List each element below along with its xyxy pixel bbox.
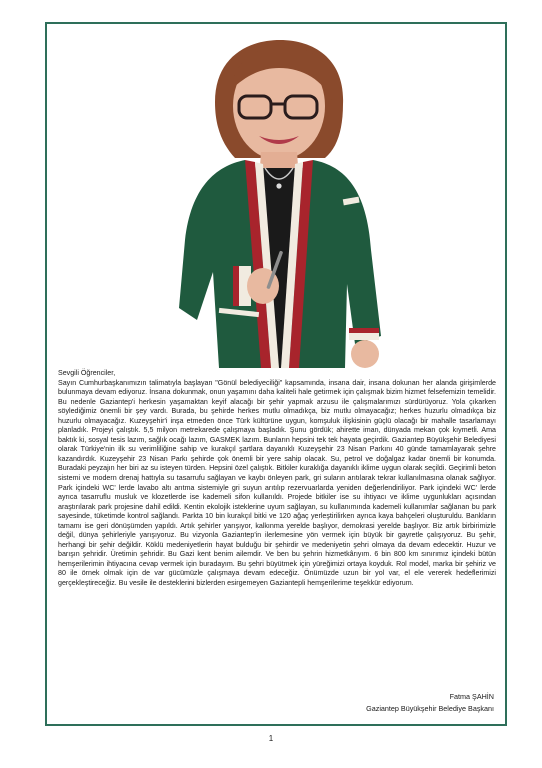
signature-title: Gaziantep Büyükşehir Belediye Başkanı: [366, 704, 494, 713]
portrait-photo: [175, 40, 385, 368]
signature-name: Fatma ŞAHİN: [449, 692, 494, 701]
letter-text: [58, 369, 496, 589]
letter-body: Sayın Cumhurbaşkanımızın talimatıyla başlayan "Gönül belediyeciliği" kapsamında, insana dair, insana dokunan her alanda girişimlerde bulunmaya devam ediyoruz. İnsana dokunmak, onun yaşamını daha kaliteli hale getirmek için çalışmak bizim hizmet felsefemizin temelidir. Bu nedenle Gaziantep'i herkesin yaşamaktan keyif alacağı bir şehir yapmak arzusu ile çalışmalarımızı sürdürüyoruz. Yola çıkarken söylediğimiz önemli bir şey vardı. Burada, bu şehirde herkes mutlu olmadıkça, biz mutlu olmayacağız; herkes huzurlu olmadıkça biz huzurlu olmayacağız. Kuzeyşehir'i inşa etmeden önce Türk kültürüne uygun, komşuluk ilişkisinin güçlü olacağı bir mahalle tasarlamayı planladık. Projeyi çalıştık. 5,5 milyon metrekarede çalışmaya başladık. Şunu gördük; ahirette iman, dünyada mekan çok kıymetli. Ama baktık ki, sosyal tesis lazım, sağlık ocağı lazım, GASMEK lazım. Bunların hepsini tek tek hayata geçirdik. Gaziantep Büyükşehir Belediyesi olarak Türkiye'nin ilk su verimliliğine sahip ve kurakçıl şartlara dayanıklı Kuzeyşehir 23 Nisan Parkını 40 günde tamamlayarak şehre kazandırdık. Kuzeyşehir 23 Nisan Parkı şehirde çok önemli bir yere sahip olacak. Su, petrol ve doğalgaz kadar önemli bir konumda. Buradaki peyzajın her biri az su isteyen türden. Hepsini özel çalıştık. Bitkiler kuraklığa dayanıklı iklime uygun olarak seçildi. Geçirimli beton sistemi ve modern drenaj hattıyla su tasarrufu sağlayan ve kaybı önleyen park, gri suların arıtılarak tekrar kullanılmasına olanak sağlıyor. Park içindeki WC' lerde lavabo altı arıtma sistemiyle gri suyun arıtılıp rezervuarlarda yeniden değerlendiriliyor. Park içindeki WC' lerde ayrıca tasarruflu musluk ve klozetlerde ise kademeli sifon kullanıldı. Projede bitkiler ise su ihtiyacı ve iklime uygunlukları açısından araştırılarak park projesine dahil edildi. Kentin ekolojik isteklerine uyum sağlayan, su kullanımında kademeli kullanımlar sağlanan bu park sayesinde, tüketimde kontrol sağlandı. Parkta 10 bin kurakçıl bitki ve 120 ağaç yerleştirilirken ayrıca kaya bahçeleri oluşturuldu. Bankların tamamı ise geri dönüşümden yapıldı. Artık şehirler yarışıyor, kalkınma yerelde başlıyor, demokrasi yerelde başlıyor. Biz artık birbirimizle değil, dünya şehirleriyle yarışıyoruz. Bu vizyonla Gaziantep'in ilerlemesine yön vermek için büyük bir gayretle çalışıyoruz. Bu şehir, herhangi bir şehir değildir. Köklü medeniyetlerin hayat bulduğu bir şehirdir ve medeniyetin şehri olmaya da devam edecektir. Huzur ve barışın şehridir. Üretimin şehridir. Bu Gazi kent benim ailemdir. Ve ben bu şehrin hizmetkârıyım. 6 bin 800 km sınırımız içindeki bütün hemşerilerimin ihtiyacına cevap vermek için buradayım. Bu şehri büyütmek için yüreğimizi ortaya koyduk. Rol model, marka bir şehiriz ve 80 ile örnek olmak için de var gücümüzle çalışmaya devam edeceğiz. Önümüzde uzun bir yol var, el ele vererek hedeflerimizi gerçekleştireceğiz. Bu vesile ile desteklerini bizlerden esirgemeyen Gaziantepli hemşerilerime teşekkür ediyorum.: [58, 378, 496, 588]
signature-block: [366, 691, 494, 715]
letter-greeting: Sevgili Öğrenciler,: [58, 369, 116, 377]
page-number: 1: [268, 734, 274, 743]
